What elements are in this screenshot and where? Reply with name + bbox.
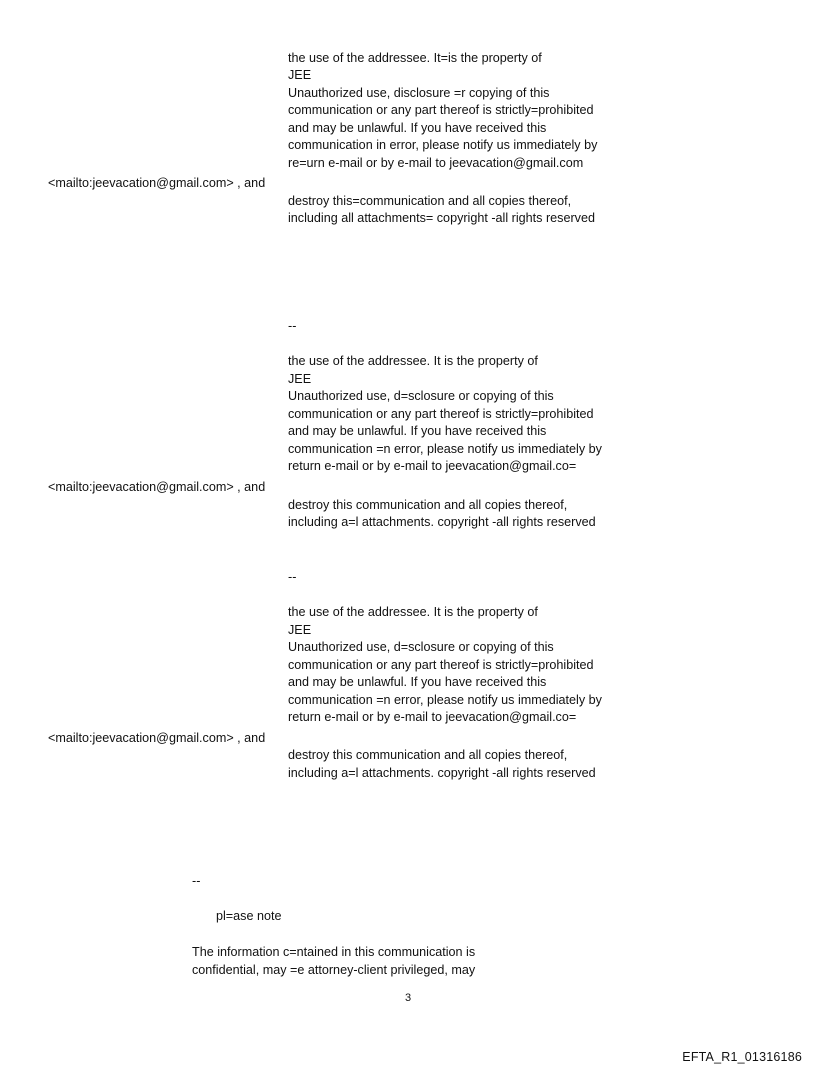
block2-line-7: return e-mail or by e-mail to jeevacation@gmail.co= <box>288 459 577 473</box>
block2-line-6: communication =n error, please notify us immediately by <box>288 442 602 456</box>
block1-line-3: Unauthorized use, disclosure =r copying of this <box>288 86 550 100</box>
block2-line-5: and may be unlawful. If you have received this <box>288 424 547 438</box>
block3-line-1: the use of the addressee. It is the property of <box>288 605 538 619</box>
block3-line-8: destroy this communication and all copies thereof, <box>288 748 568 762</box>
block1-line-2: JEE <box>288 68 312 82</box>
block3-line-4: communication or any part thereof is strictly=prohibited <box>288 658 594 672</box>
block1-line-4: communication or any part thereof is strictly=prohibited <box>288 103 594 117</box>
block4-note: pl=ase note <box>216 909 282 923</box>
block3-line-9: including a=l attachments. copyright -all rights reserved <box>288 766 596 780</box>
block3-separator: -- <box>288 570 297 584</box>
block2-line-4: communication or any part thereof is strictly=prohibited <box>288 407 594 421</box>
block2-separator: -- <box>288 319 297 333</box>
block2-line-2: JEE <box>288 372 312 386</box>
block3-line-6: communication =n error, please notify us immediately by <box>288 693 602 707</box>
page-number: 3 <box>404 992 412 1004</box>
block4-line-1: The information c=ntained in this communication is <box>192 945 476 959</box>
block1-line-1: the use of the addressee. It=is the property of <box>288 51 542 65</box>
block3-line-7: return e-mail or by e-mail to jeevacation@gmail.co= <box>288 710 577 724</box>
block2-line-1: the use of the addressee. It is the property of <box>288 354 538 368</box>
block1-line-7: re=urn e-mail or by e-mail to jeevacation@gmail.com <box>288 156 584 170</box>
block3-mailto-link[interactable]: <mailto:jeevacation@gmail.com> , and <box>48 731 266 745</box>
block3-line-2: JEE <box>288 623 312 637</box>
block1-line-8: destroy this=communication and all copies thereof, <box>288 194 572 208</box>
block4-line-2: confidential, may =e attorney-client privileged, may <box>192 963 476 977</box>
block2-line-8: destroy this communication and all copies thereof, <box>288 498 568 512</box>
block4-separator: -- <box>192 874 201 888</box>
block1-line-9: including all attachments= copyright -all rights reserved <box>288 211 595 225</box>
block2-line-9: including a=l attachments. copyright -all rights reserved <box>288 515 596 529</box>
block1-mailto-link[interactable]: <mailto:jeevacation@gmail.com> , and <box>48 176 266 190</box>
block2-line-3: Unauthorized use, d=sclosure or copying of this <box>288 389 554 403</box>
block1-line-6: communication in error, please notify us immediately by <box>288 138 598 152</box>
block2-mailto-link[interactable]: <mailto:jeevacation@gmail.com> , and <box>48 480 266 494</box>
block3-line-3: Unauthorized use, d=sclosure or copying of this <box>288 640 554 654</box>
block1-line-5: and may be unlawful. If you have received this <box>288 121 547 135</box>
block3-line-5: and may be unlawful. If you have received this <box>288 675 547 689</box>
footer-document-id: EFTA_R1_01316186 <box>682 1050 802 1064</box>
